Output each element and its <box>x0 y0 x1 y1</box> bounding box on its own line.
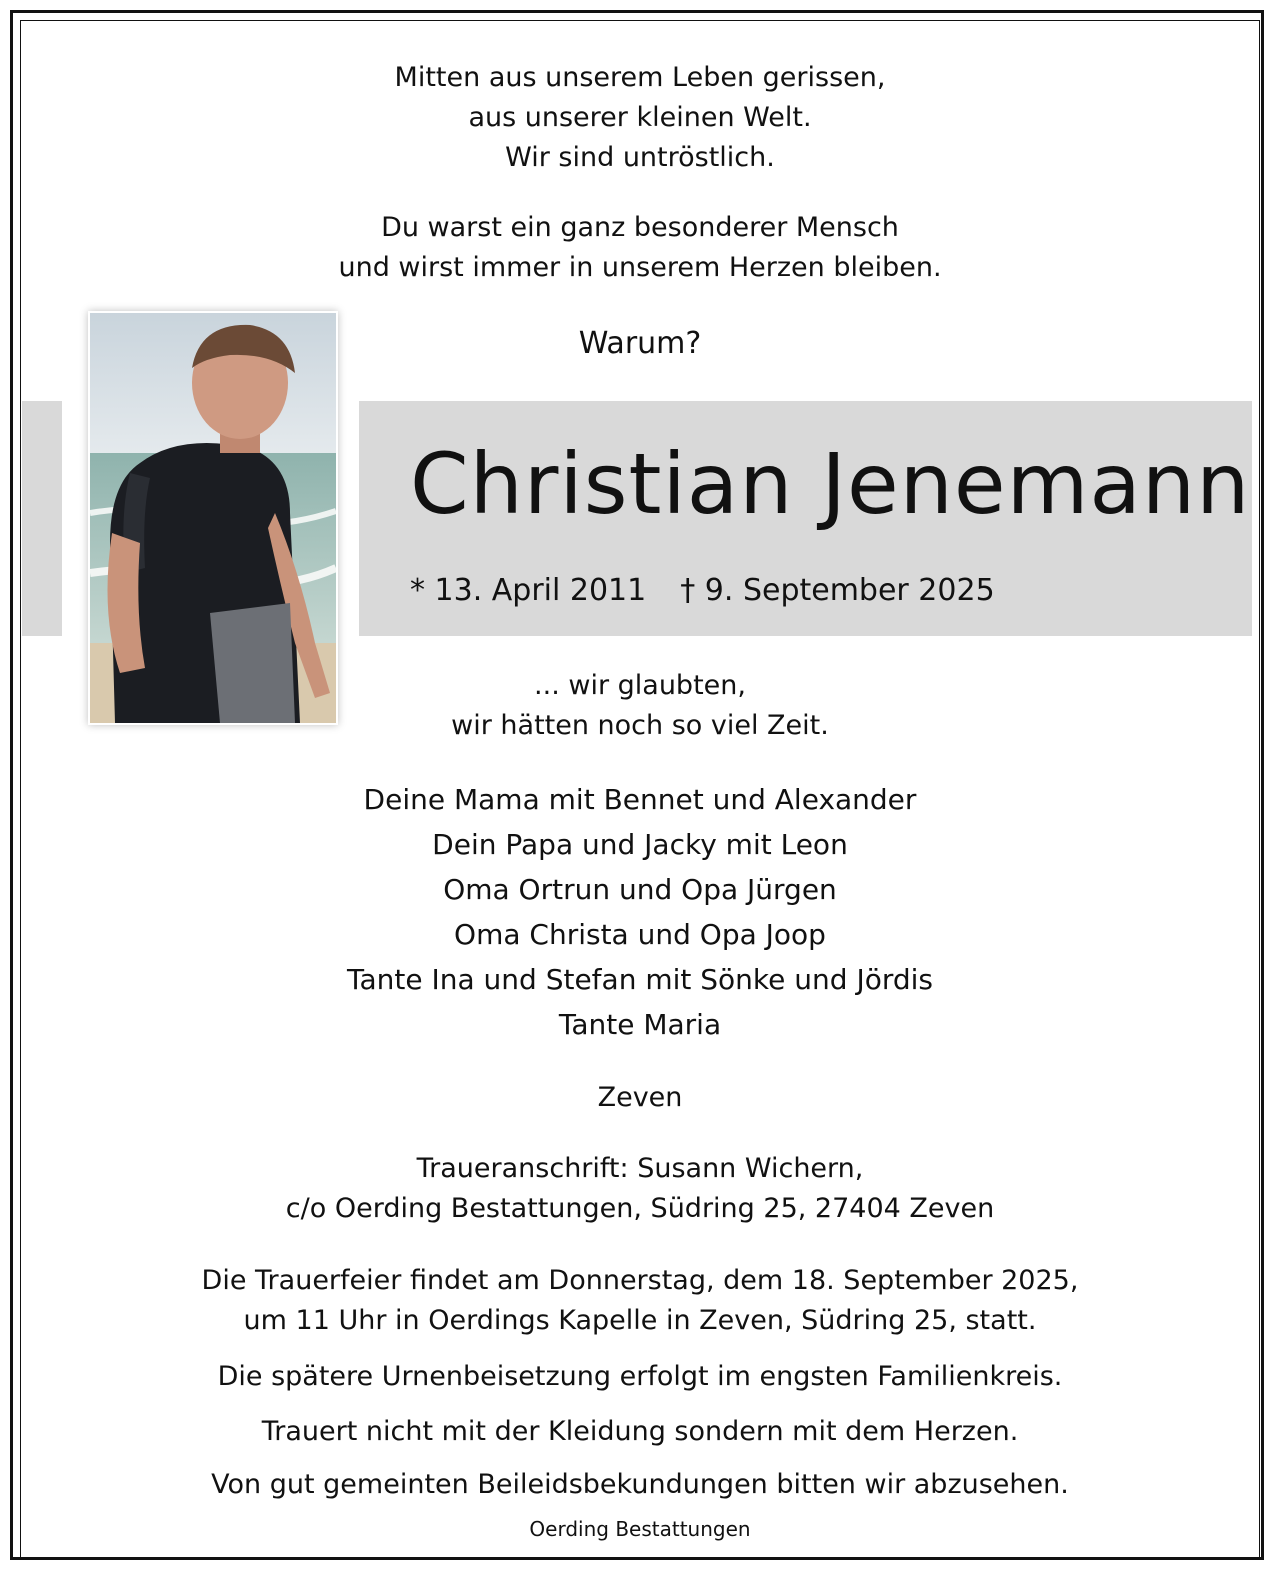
mourner-line: Oma Christa und Opa Joop <box>454 918 826 951</box>
poem-second <box>0 208 1280 288</box>
poem-top-line: Mitten aus unserem Leben gerissen, <box>394 62 886 93</box>
life-dates <box>410 573 1029 608</box>
portrait-photo <box>88 311 338 725</box>
portrait-illustration <box>90 313 336 723</box>
deceased-name: Christian Jenemann <box>410 435 1251 533</box>
poem-top <box>0 58 1280 178</box>
place: Zeven <box>597 1082 683 1113</box>
birth-date: * 13. April 2011 <box>410 573 647 608</box>
mourner-line: Deine Mama mit Bennet und Alexander <box>363 783 917 816</box>
ceremony-line: Die Trauerfeier findet am Donnerstag, dem 18. September 2025, <box>201 1265 1079 1296</box>
ceremony-line: um 11 Uhr in Oerdings Kapelle in Zeven, Südring 25, statt. <box>243 1305 1037 1336</box>
ceremony-info <box>0 1261 1280 1341</box>
death-date: † 9. September 2025 <box>680 573 995 608</box>
poem-bottom-line: wir hätten noch so viel Zeit. <box>451 710 829 741</box>
mourners-list <box>0 777 1280 1047</box>
mourner-line: Tante Ina und Stefan mit Sönke und Jördis <box>347 963 933 996</box>
poem-bottom-line: ... wir glaubten, <box>534 670 746 701</box>
poem-bottom <box>0 666 1280 746</box>
poem-top-line: aus unserer kleinen Welt. <box>468 102 812 133</box>
mourner-line: Tante Maria <box>558 1008 722 1041</box>
address-line: c/o Oerding Bestattungen, Südring 25, 27404 Zeven <box>285 1193 995 1224</box>
mourner-line: Oma Ortrun und Opa Jürgen <box>443 873 837 906</box>
poem-second-line: Du warst ein ganz besonderer Mensch <box>381 212 899 243</box>
funeral-home: Oerding Bestattungen <box>529 1517 751 1541</box>
poem-top-line: Wir sind untröstlich. <box>505 142 775 173</box>
question: Warum? <box>578 326 702 361</box>
clothing-note: Trauert nicht mit der Kleidung sondern mit dem Herzen. <box>261 1416 1019 1447</box>
mourning-address <box>0 1149 1280 1229</box>
condolences-note: Von gut gemeinten Beileidsbekundungen bitten wir abzusehen. <box>211 1469 1069 1500</box>
mourner-line: Dein Papa und Jacky mit Leon <box>432 828 848 861</box>
burial-info: Die spätere Urnenbeisetzung erfolgt im engsten Familienkreis. <box>217 1361 1063 1392</box>
band-left <box>22 401 62 636</box>
address-line: Traueranschrift: Susann Wichern, <box>416 1153 864 1184</box>
poem-second-line: und wirst immer in unserem Herzen bleiben. <box>338 252 942 283</box>
